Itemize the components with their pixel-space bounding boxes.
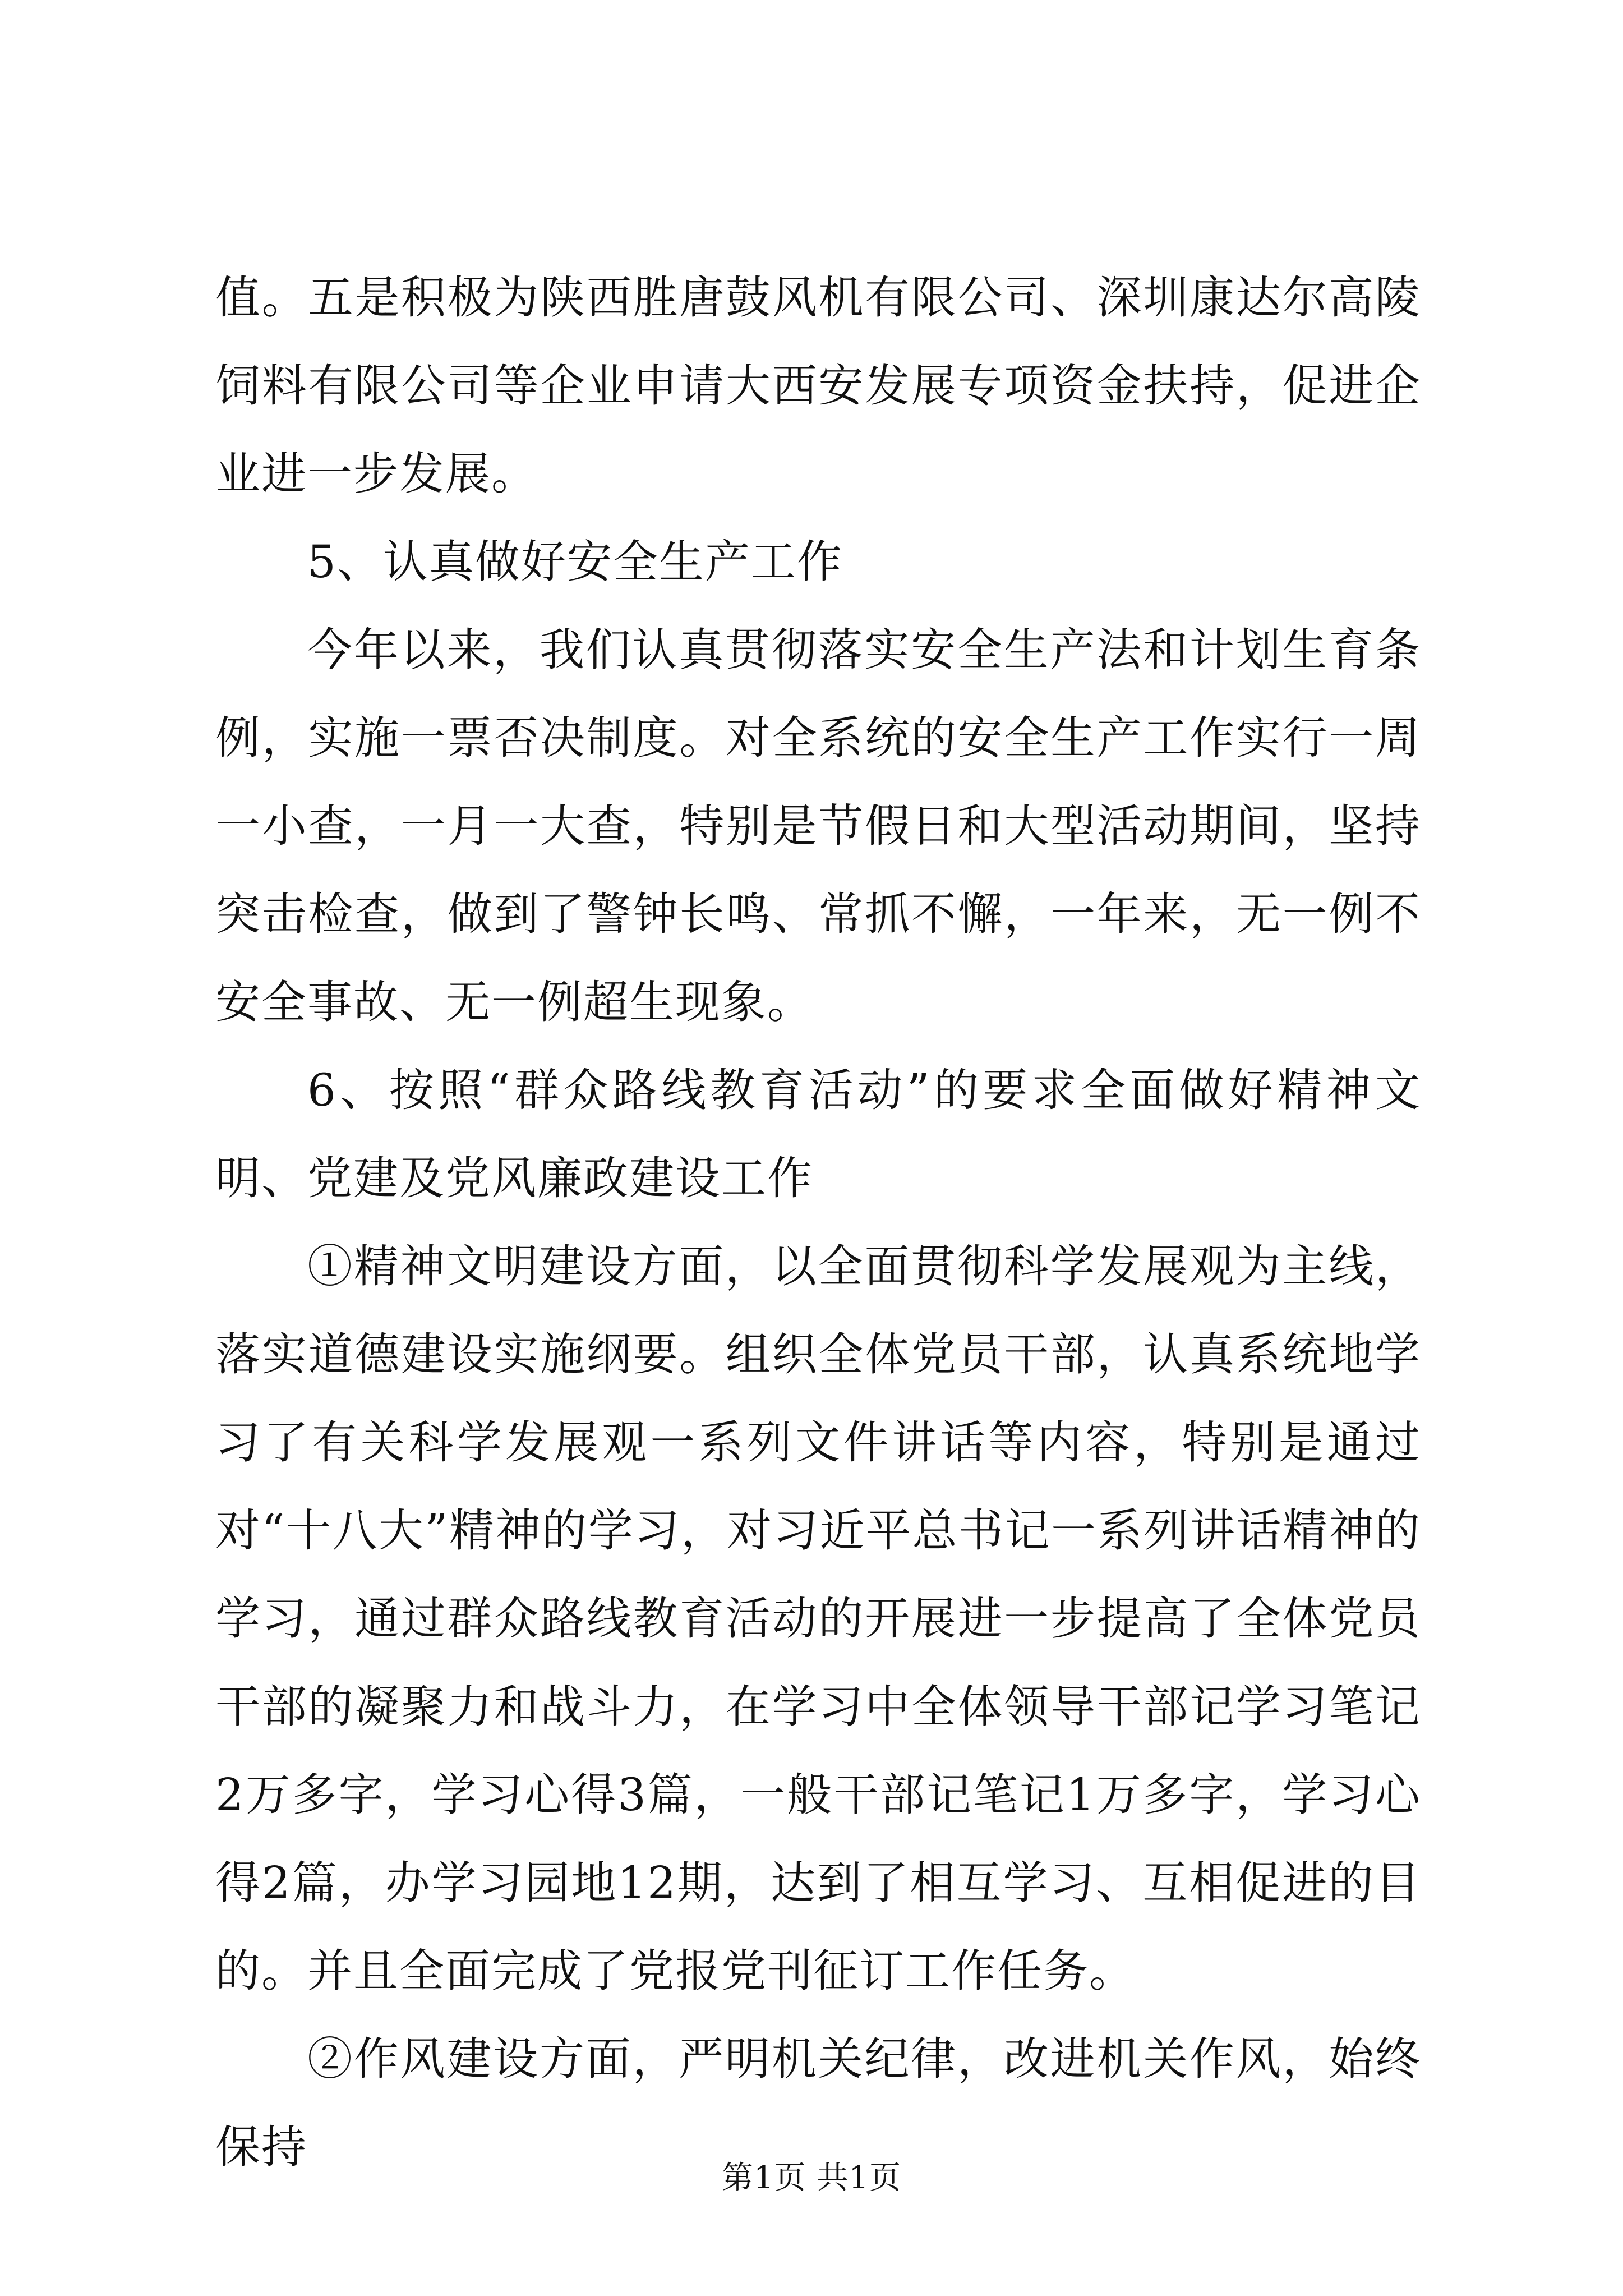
paragraph-safety: 今年以来，我们认真贯彻落实安全生产法和计划生育条例，实施一票否决制度。对全系统的安全生产工作实行一周一小查，一月一大查，特别是节假日和大型活动期间，坚持突击检查，做到了警钟长鸣、常抓不懈，一年来，无一例不安全事故、无一例超生现象。 — [215, 624, 1421, 1028]
section-heading-6: 6、按照“群众路线教育活动”的要求全面做好精神文明、党建及党风廉政建设工作 — [215, 1064, 1421, 1204]
section-heading-5: 5、认真做好安全生产工作 — [307, 536, 843, 588]
document-body — [215, 254, 1421, 2191]
page-footer: 第1页 共1页 — [721, 2160, 902, 2196]
paragraph-work-style: ②作风建设方面，严明机关纪律，改进机关作风，始终保持 — [215, 2033, 1421, 2173]
paragraph-civilization: ①精神文明建设方面，以全面贯彻科学发展观为主线，落实道德建设实施纲要。组织全体党员干部，认真系统地学习了有关科学发展观一系列文件讲话等内容，特别是通过对“十八大”精神的学习，对习近平总书记一系列讲话精神的学习，通过群众路线教育活动的开展进一步提高了全体党员干部的凝聚力和战斗力，在学习中全体领导干部记学习笔记2万多字，学习心得3篇，一般干部记笔记1万多字，学习心得2篇，办学习园地12期，达到了相互学习、互相促进的目的。并且全面完成了党报党刊征订工作任务。 — [215, 1240, 1421, 1997]
paragraph-1: 值。五是积极为陕西胜唐鼓风机有限公司、深圳康达尔高陵饲料有限公司等企业申请大西安发展专项资金扶持，促进企业进一步发展。 — [215, 272, 1421, 500]
